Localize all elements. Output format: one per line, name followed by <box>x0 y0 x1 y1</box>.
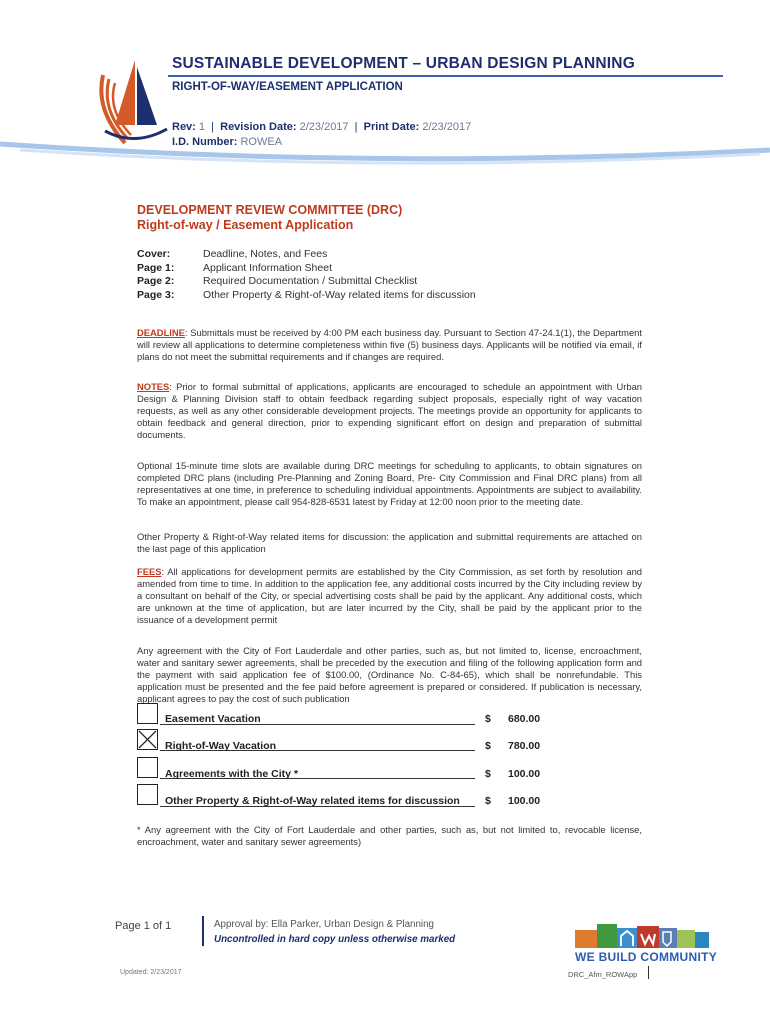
checkmark-x-icon <box>138 730 157 749</box>
footnote: * Any agreement with the City of Fort Lauderdale and other parties, such as, but not limited to, revocable license, encroachment, water and sanitary sewer agreements) <box>137 824 642 847</box>
community-icons-strip <box>575 922 710 950</box>
community-slogan: WE BUILD COMMUNITY <box>575 950 718 964</box>
contents-key: Page 3: <box>137 288 175 301</box>
right-of-way-vacation-fee: 780.00 <box>508 740 541 752</box>
agreements-with-city-checkbox[interactable] <box>137 757 158 778</box>
contents-key: Page 2: <box>137 275 175 287</box>
approval-text: Approval by: Ella Parker, Urban Design & Planning <box>214 919 435 930</box>
notes-heading: NOTES <box>137 381 170 392</box>
other-items-checkbox[interactable] <box>137 784 158 805</box>
header-swoosh <box>0 130 770 180</box>
page-number: Page 1 of 1 <box>115 920 172 932</box>
header-rule <box>168 75 723 77</box>
id-label: I.D. Number: <box>172 136 238 148</box>
deadline-paragraph <box>137 327 642 363</box>
easement-vacation-label: Easement Vacation <box>165 713 261 725</box>
contents-key: Cover: <box>137 248 171 260</box>
fees-paragraph <box>137 566 642 626</box>
fees-text: : All applications for development permits are established by the City Commission, as set forth by resolution and amended from time to time. In addition to the application fee, any additional costs incurred by the City including review by a consultant on behalf of the City, or special advertising costs shall be paid by the applicant. Any additional costs, which are unknown at the time of application, but are later incurred by the City, shall be paid by the applicant prior to the issuance of a development permit <box>137 566 642 625</box>
agreement-paragraph: Any agreement with the City of Fort Lauderdale and other parties, such as, but not limited to, license, encroachment, water and sanitary sewer agreements, shall be preceded by the execution and filing of the following application form and the payment with said application fee of $100.00, (Ordinance No. C-84-65), which shall be nonrefundable. This application must be presented and the fee paid before agreement is prepared or considered. If publication is necessary, applicant agrees to pay the cost of such publication <box>137 645 642 704</box>
easement-vacation-fee: 680.00 <box>508 713 541 725</box>
list-item <box>137 289 476 303</box>
revision-date-label: Revision Date: <box>220 121 297 133</box>
other-items-paragraph: Other Property & Right-of-Way related items for discussion: the application and submittal requirements are attached on the last page of this application <box>137 531 642 554</box>
uncontrolled-notice: Uncontrolled in hard copy unless otherwise marked <box>214 934 456 945</box>
notes-text: : Prior to formal submittal of applications, applicants are encouraged to schedule an appointment with Urban Design & Planning Division staff to obtain feedback regarding subject proposals, especially right of way vacation requests, as well as any other considerable development projects. The meetings provide an opportunity for applicants to obtain feedback and general direction, prior to expending significant effort on design and preparation of submittal documents. <box>137 381 642 440</box>
revision-line: Rev: 1 | Revision Date: 2/23/2017 | Print Date: 2/23/2017 <box>172 121 472 133</box>
contents-list <box>137 248 476 302</box>
currency-symbol: $ <box>485 768 491 780</box>
contents-key: Page 1: <box>137 261 175 274</box>
easement-vacation-checkbox[interactable] <box>137 703 158 724</box>
footer-pipe <box>648 966 649 979</box>
right-of-way-vacation-label: Right-of-Way Vacation <box>165 740 277 752</box>
print-date: 2/23/2017 <box>422 121 472 133</box>
other-items-label: Other Property & Right-of-Way related items for discussion <box>165 795 460 807</box>
list-item <box>137 275 476 289</box>
section-subtitle: Right-of-way / Easement Application <box>137 218 354 232</box>
rev-value: 1 <box>198 121 206 133</box>
currency-symbol: $ <box>485 740 491 752</box>
list-item <box>137 262 476 276</box>
deadline-text: : Submittals must be received by 4:00 PM each business day. Pursuant to Section 47-24.1(1), the Department will review all applications to determine completeness within five (5) business days. Applicants will be notified via email, if plans do not meet the submittal requirements and if changes are required. <box>137 327 642 362</box>
section-title: DEVELOPMENT REVIEW COMMITTEE (DRC) <box>137 203 403 217</box>
id-value: ROWEA <box>240 136 283 148</box>
contents-value: Deadline, Notes, and Fees <box>203 248 328 260</box>
currency-symbol: $ <box>485 795 491 807</box>
contents-value: Other Property & Right-of-Way related items for discussion <box>203 288 476 301</box>
deadline-heading: DEADLINE <box>137 327 185 338</box>
document-title: SUSTAINABLE DEVELOPMENT – URBAN DESIGN PLANNING <box>172 55 635 72</box>
agreements-with-city-label: Agreements with the City * <box>165 768 299 780</box>
contents-value: Required Documentation / Submittal Checklist <box>203 275 418 287</box>
agreements-with-city-fee: 100.00 <box>508 768 541 780</box>
footer-divider <box>202 916 204 946</box>
notes-paragraph <box>137 381 642 441</box>
currency-symbol: $ <box>485 713 491 725</box>
form-code: DRC_Afm_ROWApp <box>568 970 638 979</box>
print-date-label: Print Date: <box>363 121 420 133</box>
updated-date: Updated: 2/23/2017 <box>120 969 182 976</box>
right-of-way-vacation-checkbox[interactable] <box>137 729 158 750</box>
optional-paragraph: Optional 15-minute time slots are available during DRC meetings for scheduling to applicants, to obtain signatures on completed DRC plans (including Pre-Planning and Zoning Board, Pre- City Commission and Final DRC plans) from all representatives at one time, in preference to scheduling individual appointments. Appointments are subject to availability. To make an appointment, please call 954-828-6531 latest by Friday at 12:00 noon prior to the meeting date. <box>137 460 642 507</box>
fees-heading: FEES <box>137 566 162 577</box>
rev-label: Rev: <box>172 121 196 133</box>
revision-date: 2/23/2017 <box>299 121 349 133</box>
contents-value: Applicant Information Sheet <box>203 261 332 274</box>
list-item <box>137 248 476 262</box>
other-items-fee: 100.00 <box>508 795 541 807</box>
document-subtitle: RIGHT-OF-WAY/EASEMENT APPLICATION <box>172 81 403 93</box>
